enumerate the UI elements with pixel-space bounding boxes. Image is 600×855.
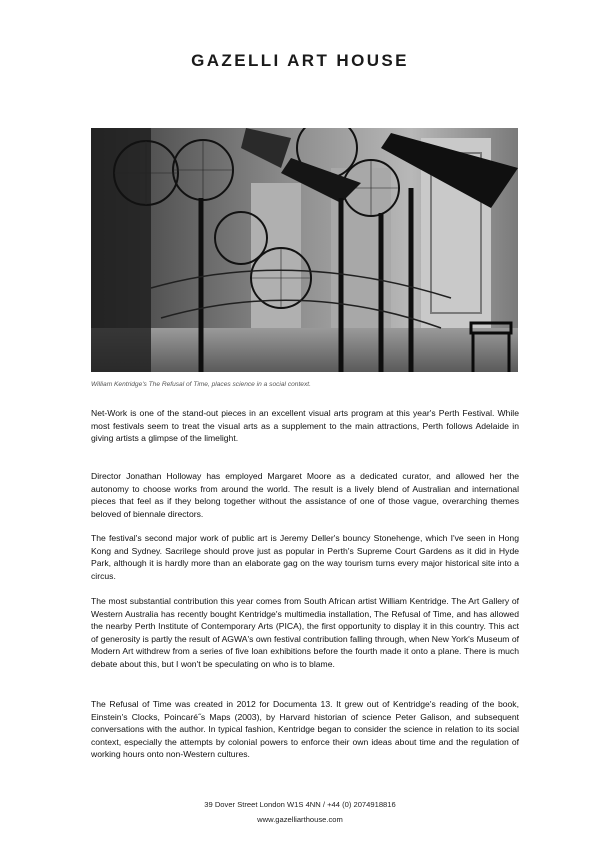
photo-caption: William Kentridge's The Refusal of Time, places science in a social context. xyxy=(91,381,311,388)
installation-photo xyxy=(91,128,518,372)
article-paragraph: Net-Work is one of the stand-out pieces in an excellent visual arts program at this year's Perth Festival. While most festivals seem to treat the visual arts as a supplement to the main attractions, Perth follows Adelaide in giving artists a glimpse of the limelight. xyxy=(91,408,519,444)
article-paragraph: The Refusal of Time was created in 2012 for Documenta 13. It grew out of Kentridge's reading of the book, Einstein's Clocks, Poincaré˝s Maps (2003), by Harvard historian of science Peter Galison, and subsequent conversations with the author. In typical fashion, Kentridge began to consider the science in relation to its social context, especially the attempts by colonial powers to enforce their own ideas about time and the regulation of working hours onto non-Western cultures. xyxy=(91,699,519,760)
footer-address: 39 Dover Street London W1S 4NN / +44 (0) 2074918816 xyxy=(204,800,396,809)
footer-website-link[interactable]: www.gazelliarthouse.com xyxy=(257,815,343,824)
article-paragraph: Director Jonathan Holloway has employed Margaret Moore as a dedicated curator, and allowed her the autonomy to choose works from around the world. The result is a lively blend of Australian and international pieces that feel as if they belong together without the assistance of one of those vague, overarching themes beloved of biennale directors. xyxy=(91,471,519,519)
article-paragraph: The most substantial contribution this year comes from South African artist William Kentridge. The Art Gallery of Western Australia has recently bought Kentridge's multimedia installation, The Refusal of Time, and has allowed the nearby Perth Institute of Contemporary Arts (PICA), the first opportunity to display it in this country. This act of generosity is partly the result of AGWA's own festival contribution falling through, when New York's Museum of Modern Art withdrew from a series of five loan exhibitions before the fourth made it onto a plane. There is much debate about this, but I won't be speculating on who is to blame. xyxy=(91,596,519,669)
article-paragraph: The festival's second major work of public art is Jeremy Deller's bouncy Stonehenge, which I've seen in Hong Kong and Sydney. Sacrilege should prove just as popular in Perth's Supreme Court Gardens as it did in Hyde Park, although it is hardly more than an elaborate gag on the way tourism turns every major historical site into a circus. xyxy=(91,533,519,581)
brand-header: GAZELLI ART HOUSE xyxy=(191,51,409,70)
